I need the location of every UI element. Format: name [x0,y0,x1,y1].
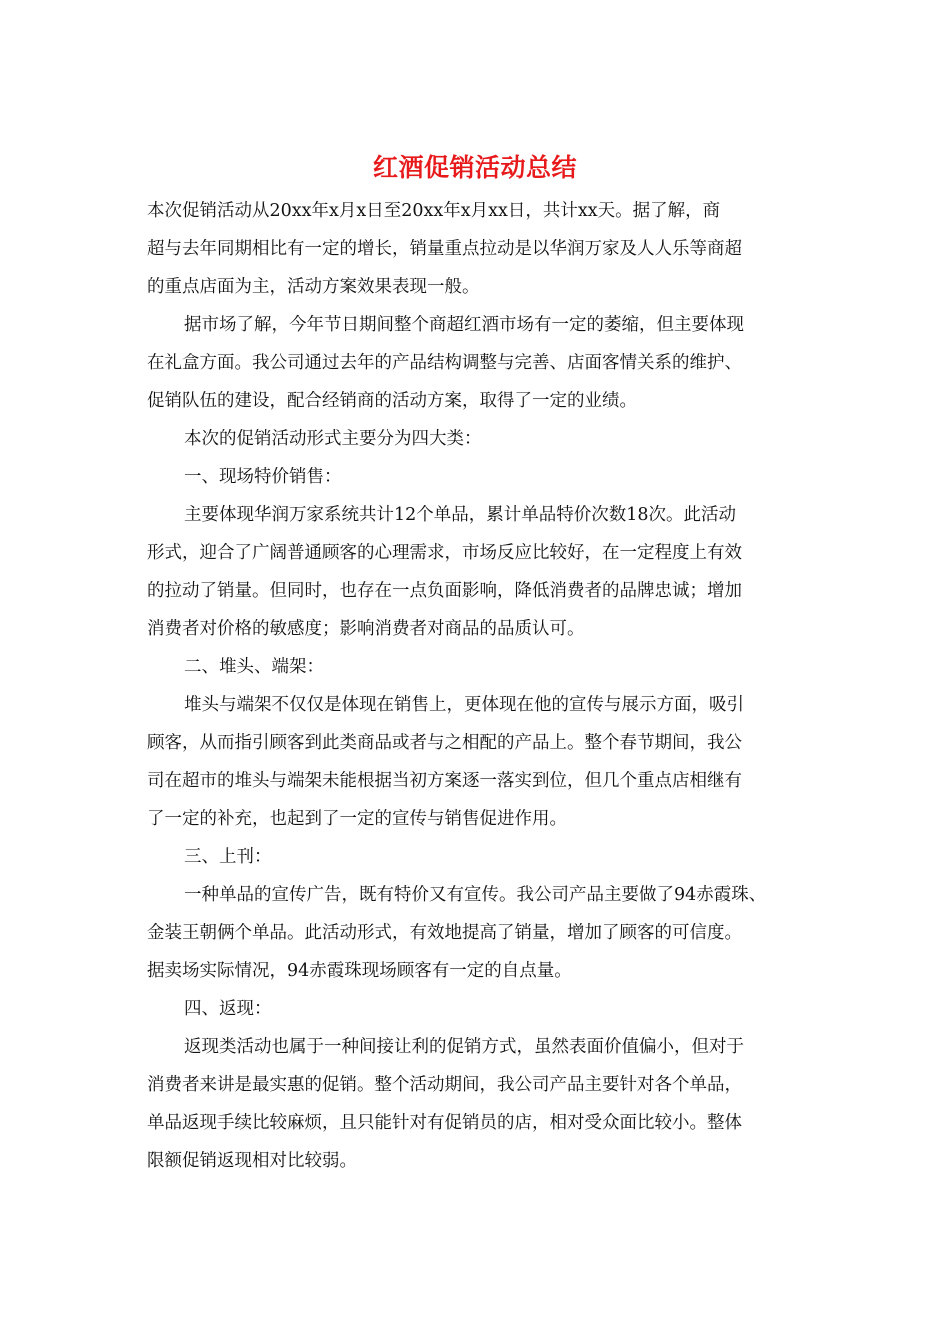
body-text-line: 的重点店面为主，活动方案效果表现一般。 [147,277,480,297]
body-text-line: 三、上刊： [184,847,272,867]
body-text-line: 消费者对价格的敏感度；影响消费者对商品的品质认可。 [147,619,585,639]
body-text-line: 形式，迎合了广阔普通顾客的心理需求，市场反应比较好，在一定程度上有效 [147,543,742,563]
body-text-line: 一、现场特价销售： [184,467,342,487]
body-text-line: 促销队伍的建设，配合经销商的活动方案，取得了一定的业绩。 [147,391,637,411]
body-text-line: 超与去年同期相比有一定的增长，销量重点拉动是以华润万家及人人乐等商超 [147,239,742,259]
body-text-line: 司在超市的堆头与端架未能根据当初方案逐一落实到位，但几个重点店相继有 [147,771,742,791]
body-text-line: 返现类活动也属于一种间接让利的促销方式，虽然表面价值偏小，但对于 [184,1037,744,1057]
body-text-line: 二、堆头、端架： [184,657,324,677]
body-text-line: 消费者来讲是最实惠的促销。整个活动期间，我公司产品主要针对各个单品， [147,1075,742,1095]
body-text-line: 堆头与端架不仅仅是体现在销售上，更体现在他的宣传与展示方面，吸引 [184,695,744,715]
body-text-line: 四、返现： [184,999,272,1019]
body-text-line: 本次的促销活动形式主要分为四大类： [184,429,482,449]
body-text-line: 的拉动了销量。但同时，也存在一点负面影响，降低消费者的品牌忠诚；增加 [147,581,742,601]
body-text-line: 顾客，从而指引顾客到此类商品或者与之相配的产品上。整个春节期间，我公 [147,733,742,753]
body-text-line: 了一定的补充，也起到了一定的宣传与销售促进作用。 [147,809,567,829]
body-text-line: 主要体现华润万家系统共计12个单品，累计单品特价次数18次。此活动 [184,505,737,525]
document-title: 红酒促销活动总结 [372,153,577,182]
body-text-line: 限额促销返现相对比较弱。 [147,1151,357,1171]
body-text-line: 本次促销活动从20xx年x月x日至20xx年x月xx日，共计xx天。据了解，商 [147,201,721,221]
body-text-line: 在礼盒方面。我公司通过去年的产品结构调整与完善、店面客情关系的维护、 [147,353,742,373]
body-text-line: 单品返现手续比较麻烦，且只能针对有促销员的店，相对受众面比较小。整体 [147,1113,742,1133]
body-text-line: 据市场了解，今年节日期间整个商超红酒市场有一定的萎缩，但主要体现 [184,315,744,335]
body-text-line: 一种单品的宣传广告，既有特价又有宣传。我公司产品主要做了94赤霞珠、 [184,885,767,905]
body-text-line: 据卖场实际情况，94赤霞珠现场顾客有一定的自点量。 [147,961,572,981]
body-text-line: 金装王朝俩个单品。此活动形式，有效地提高了销量，增加了顾客的可信度。 [147,923,742,943]
document-body [147,192,837,1180]
